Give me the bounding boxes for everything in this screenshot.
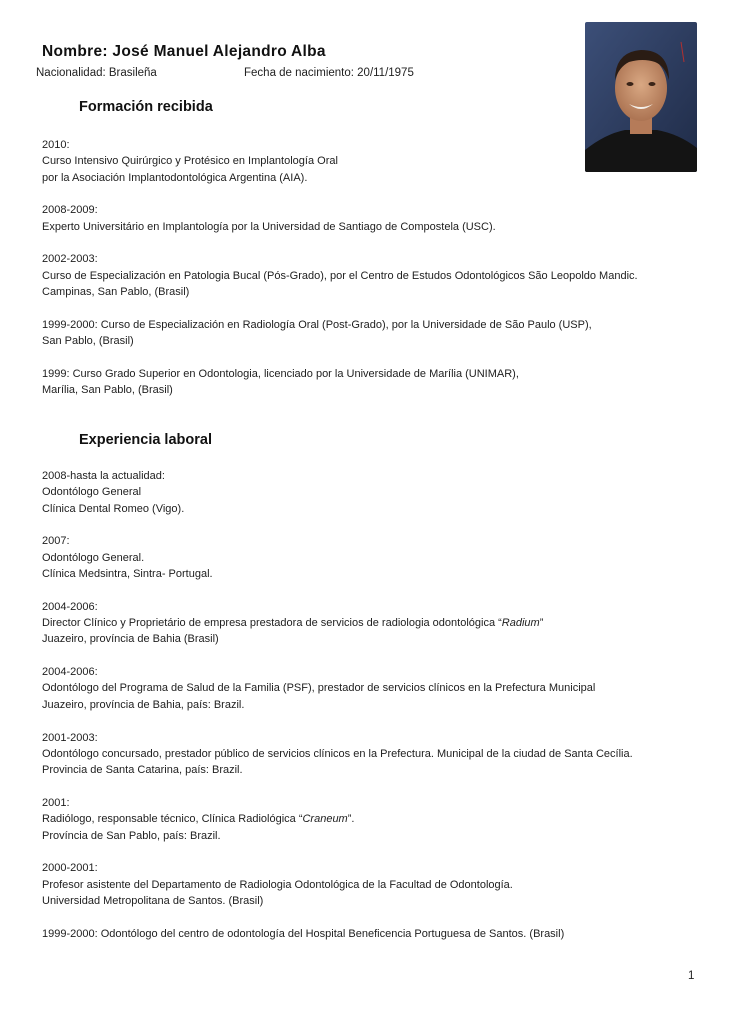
education-entry [42,366,686,399]
nationality: Nacionalidad: Brasileña [36,67,157,79]
entry-line: por la Asociación Implantodontológica Argentina (AIA). [42,171,308,184]
entry-line: 2010: [42,139,70,151]
entry-line: 2004-2006: [42,666,98,679]
entry-line: 1999-2000: Curso de Especialización en Radiología Oral (Post-Grado), por la Universidade de São Paulo (USP), [42,318,592,331]
entry-line [42,615,686,631]
entry-line: Profesor asistente del Departamento de Radiologia Odontológica de la Facultad de Odontología. [42,878,513,891]
entry-line: Universidad Metropolitana de Santos. (Brasil) [42,894,264,907]
entry-line: 1999-2000: Odontólogo del centro de odontología del Hospital Beneficencia Portuguesa de Santos. (Brasil) [42,927,565,940]
entry-text: ” [539,617,544,630]
entry-line: Odontólogo General [42,486,142,499]
entry-line: Odontólogo del Programa de Salud de la Familia (PSF), prestador de servicios clínicos en la Prefectura Municipal [42,682,596,695]
entry-line: 1999: Curso Grado Superior en Odontologia, licenciado por la Universidade de Marília (UNIMAR), [42,367,519,380]
entry-line: 2007: [42,535,70,548]
entry-line: Juazeiro, província de Bahia (Brasil) [42,633,219,646]
entry-line: Experto Universitário en Implantología por la Universidad de Santiago de Compostela (USC). [42,220,496,233]
entry-line: 2008-2009: [42,204,98,217]
education-entry [42,251,686,300]
experience-entry [42,926,686,942]
education-entry [42,317,686,350]
entry-line: Clínica Medsintra, Sintra- Portugal. [42,567,213,580]
experience-entry [42,533,686,582]
entry-line: Juazeiro, província de Bahia, país: Brazil. [42,698,245,711]
entry-line: 2000-2001: [42,862,98,875]
entry-line: Província de San Pablo, país: Brazil. [42,829,221,842]
birth-date: Fecha de nacimiento: 20/11/1975 [244,67,414,79]
entry-line: 2002-2003: [42,253,98,266]
entry-line: Marília, San Pablo, (Brasil) [42,384,173,397]
experience-entry [42,664,686,713]
entry-line: 2001-2003: [42,731,98,744]
entry-line: San Pablo, (Brasil) [42,335,134,348]
entry-line [42,811,686,827]
entry-line: Provincia de Santa Catarina, país: Brazil. [42,764,243,777]
company-name: Radium [501,617,540,630]
entry-text: ”. [347,813,355,826]
entry-line: 2001: [42,796,70,809]
experience-list [42,468,686,959]
entry-line: 2004-2006: [42,600,98,613]
education-entry [42,202,686,235]
experience-entry [42,730,686,779]
education-list [42,137,686,415]
candidate-name: Nombre: José Manuel Alejandro Alba [42,43,326,60]
entry-text: Radiólogo, responsable técnico, Clínica Radiológica “ [42,813,303,826]
entry-line: 2008-hasta la actualidad: [42,470,165,482]
entry-paragraph: Curso de Especialización en Patologia Bucal (Pós-Grado), por el Centro de Estudos Odontológicos São Leopoldo Mandic. [42,269,638,282]
page-number: 1 [688,970,695,982]
experience-entry [42,599,686,648]
education-entry [42,137,686,186]
company-name: Craneum [302,813,348,826]
entry-line: Campinas, San Pablo, (Brasil) [42,286,190,299]
entry-line: Odontólogo General. [42,551,145,564]
experience-entry [42,468,686,517]
education-title: Formación recibida [79,99,213,115]
experience-entry [42,860,686,909]
entry-paragraph: Odontólogo concursado, prestador público de servicios clínicos en la Prefectura. Municipal de la ciudad de Santa Cecília. [42,747,633,760]
entry-text: Director Clínico y Proprietário de empresa prestadora de servicios de radiologia odontológica “ [42,617,502,630]
entry-line: Clínica Dental Romeo (Vigo). [42,502,185,515]
experience-entry [42,795,686,844]
experience-title: Experiencia laboral [79,432,212,448]
entry-line: Curso Intensivo Quirúrgico y Protésico en Implantología Oral [42,155,338,168]
